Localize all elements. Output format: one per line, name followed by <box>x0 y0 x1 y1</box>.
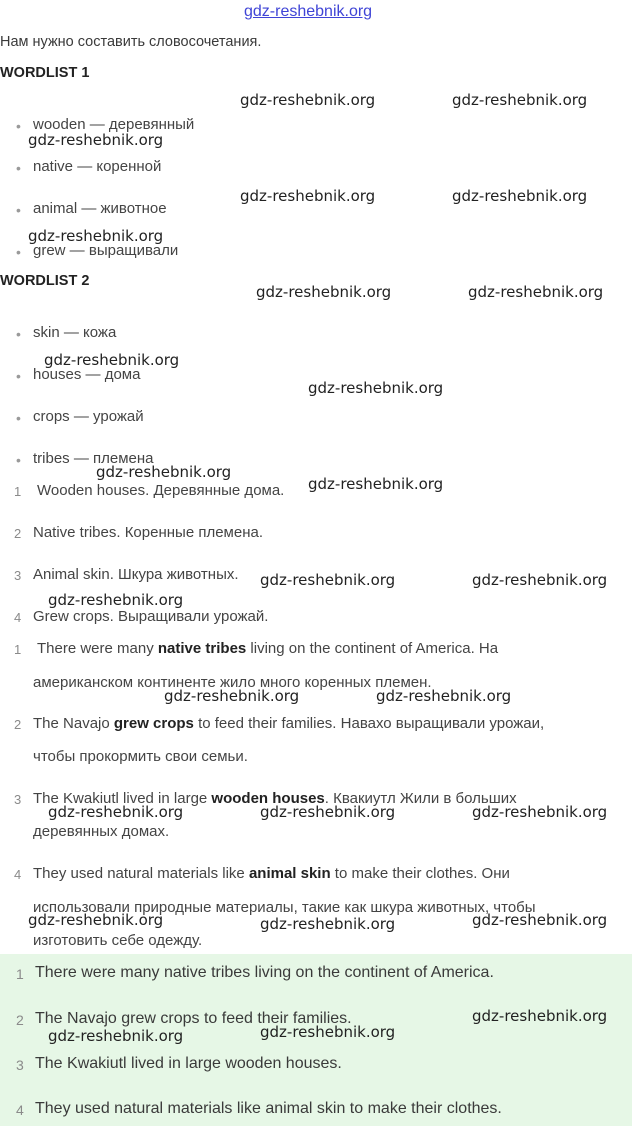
wordlist2-item: houses — дома <box>33 366 141 383</box>
watermark: gdz-reshebnik.org <box>28 227 164 245</box>
bullet: • <box>16 244 21 260</box>
phrase-number: 1 <box>14 484 22 499</box>
watermark: gdz-reshebnik.org <box>48 803 184 821</box>
watermark: gdz-reshebnik.org <box>96 463 232 481</box>
wordlist2-item: crops — урожай <box>33 408 144 425</box>
sentence-translation: использовали природные материалы, такие как шкура животных, чтобы <box>33 899 536 916</box>
watermark: gdz-reshebnik.org <box>260 803 396 821</box>
wordlist2-item: skin — кожа <box>33 324 117 341</box>
bullet: • <box>16 160 21 176</box>
sentence-text: The Navajo grew crops to feed their families. Навахо выращивали урожаи, <box>33 715 545 732</box>
bullet: • <box>16 452 21 468</box>
answer-number: 1 <box>16 966 24 982</box>
watermark: gdz-reshebnik.org <box>164 687 300 705</box>
watermark: gdz-reshebnik.org <box>472 1007 608 1025</box>
wordlist1-heading: WORDLIST 1 <box>0 65 90 81</box>
answer-text: The Navajo grew crops to feed their families. <box>35 1010 352 1027</box>
sentence-number: 1 <box>14 642 22 657</box>
watermark: gdz-reshebnik.org <box>472 571 608 589</box>
watermark: gdz-reshebnik.org <box>308 475 444 493</box>
phrase-number: 2 <box>14 526 22 541</box>
watermark: gdz-reshebnik.org <box>452 91 588 109</box>
sentence-translation: американском континенте жило много коренных племен. <box>33 674 432 691</box>
watermark: gdz-reshebnik.org <box>48 591 184 609</box>
sentence-number: 3 <box>14 792 22 807</box>
watermark: gdz-reshebnik.org <box>256 283 392 301</box>
wordlist1-item: grew — выращивали <box>33 242 179 259</box>
watermark: gdz-reshebnik.org <box>260 915 396 933</box>
wordlist2-heading: WORDLIST 2 <box>0 273 90 289</box>
sentence-translation: деревянных домах. <box>33 823 170 840</box>
watermark: gdz-reshebnik.org <box>260 1023 396 1041</box>
phrase-text: Animal skin. Шкура животных. <box>33 566 239 583</box>
answer-number: 4 <box>16 1102 24 1118</box>
watermark: gdz-reshebnik.org <box>376 687 512 705</box>
wordlist1-item: animal — животное <box>33 200 167 217</box>
wordlist1-item: native — коренной <box>33 158 162 175</box>
phrase-number: 3 <box>14 568 22 583</box>
watermark: gdz-reshebnik.org <box>260 571 396 589</box>
sentence-number: 2 <box>14 717 22 732</box>
answer-text: There were many native tribes living on the continent of America. <box>35 964 494 981</box>
watermark: gdz-reshebnik.org <box>452 187 588 205</box>
answer-number: 2 <box>16 1012 24 1028</box>
watermark: gdz-reshebnik.org <box>472 803 608 821</box>
answer-text: The Kwakiutl lived in large wooden houses. <box>35 1055 342 1072</box>
sentence-number: 4 <box>14 867 22 882</box>
site-link[interactable]: gdz-reshebnik.org <box>244 3 373 20</box>
wordlist2-item: tribes — племена <box>33 450 154 467</box>
watermark: gdz-reshebnik.org <box>44 351 180 369</box>
sentence-translation: изготовить себе одежду. <box>33 932 203 949</box>
watermark: gdz-reshebnik.org <box>308 379 444 397</box>
watermark: gdz-reshebnik.org <box>468 283 604 301</box>
answer-number: 3 <box>16 1057 24 1073</box>
bullet: • <box>16 118 21 134</box>
watermark: gdz-reshebnik.org <box>240 91 376 109</box>
watermark: gdz-reshebnik.org <box>28 911 164 929</box>
watermark: gdz-reshebnik.org <box>472 911 608 929</box>
watermark: gdz-reshebnik.org <box>48 1027 184 1045</box>
watermark: gdz-reshebnik.org <box>28 131 164 149</box>
bullet: • <box>16 368 21 384</box>
bullet: • <box>16 202 21 218</box>
sentence-text: They used natural materials like animal skin to make their clothes. Они <box>33 865 510 882</box>
bullet: • <box>16 326 21 342</box>
phrase-text: Wooden houses. Деревянные дома. <box>37 482 285 499</box>
phrase-text: Grew crops. Выращивали урожай. <box>33 608 269 625</box>
sentence-text: The Kwakiutl lived in large wooden houses. Квакиутл Жили в больших <box>33 790 517 807</box>
phrase-number: 4 <box>14 610 22 625</box>
sentence-text: There were many native tribes living on the continent of America. На <box>37 640 499 657</box>
sentence-translation: чтобы прокормить свои семьи. <box>33 748 248 765</box>
wordlist1-item: wooden — деревянный <box>33 116 195 133</box>
watermark: gdz-reshebnik.org <box>240 187 376 205</box>
bullet: • <box>16 410 21 426</box>
phrase-text: Native tribes. Коренные племена. <box>33 524 263 541</box>
answer-text: They used natural materials like animal skin to make their clothes. <box>35 1100 502 1117</box>
intro-text: Нам нужно составить словосочетания. <box>0 34 262 50</box>
